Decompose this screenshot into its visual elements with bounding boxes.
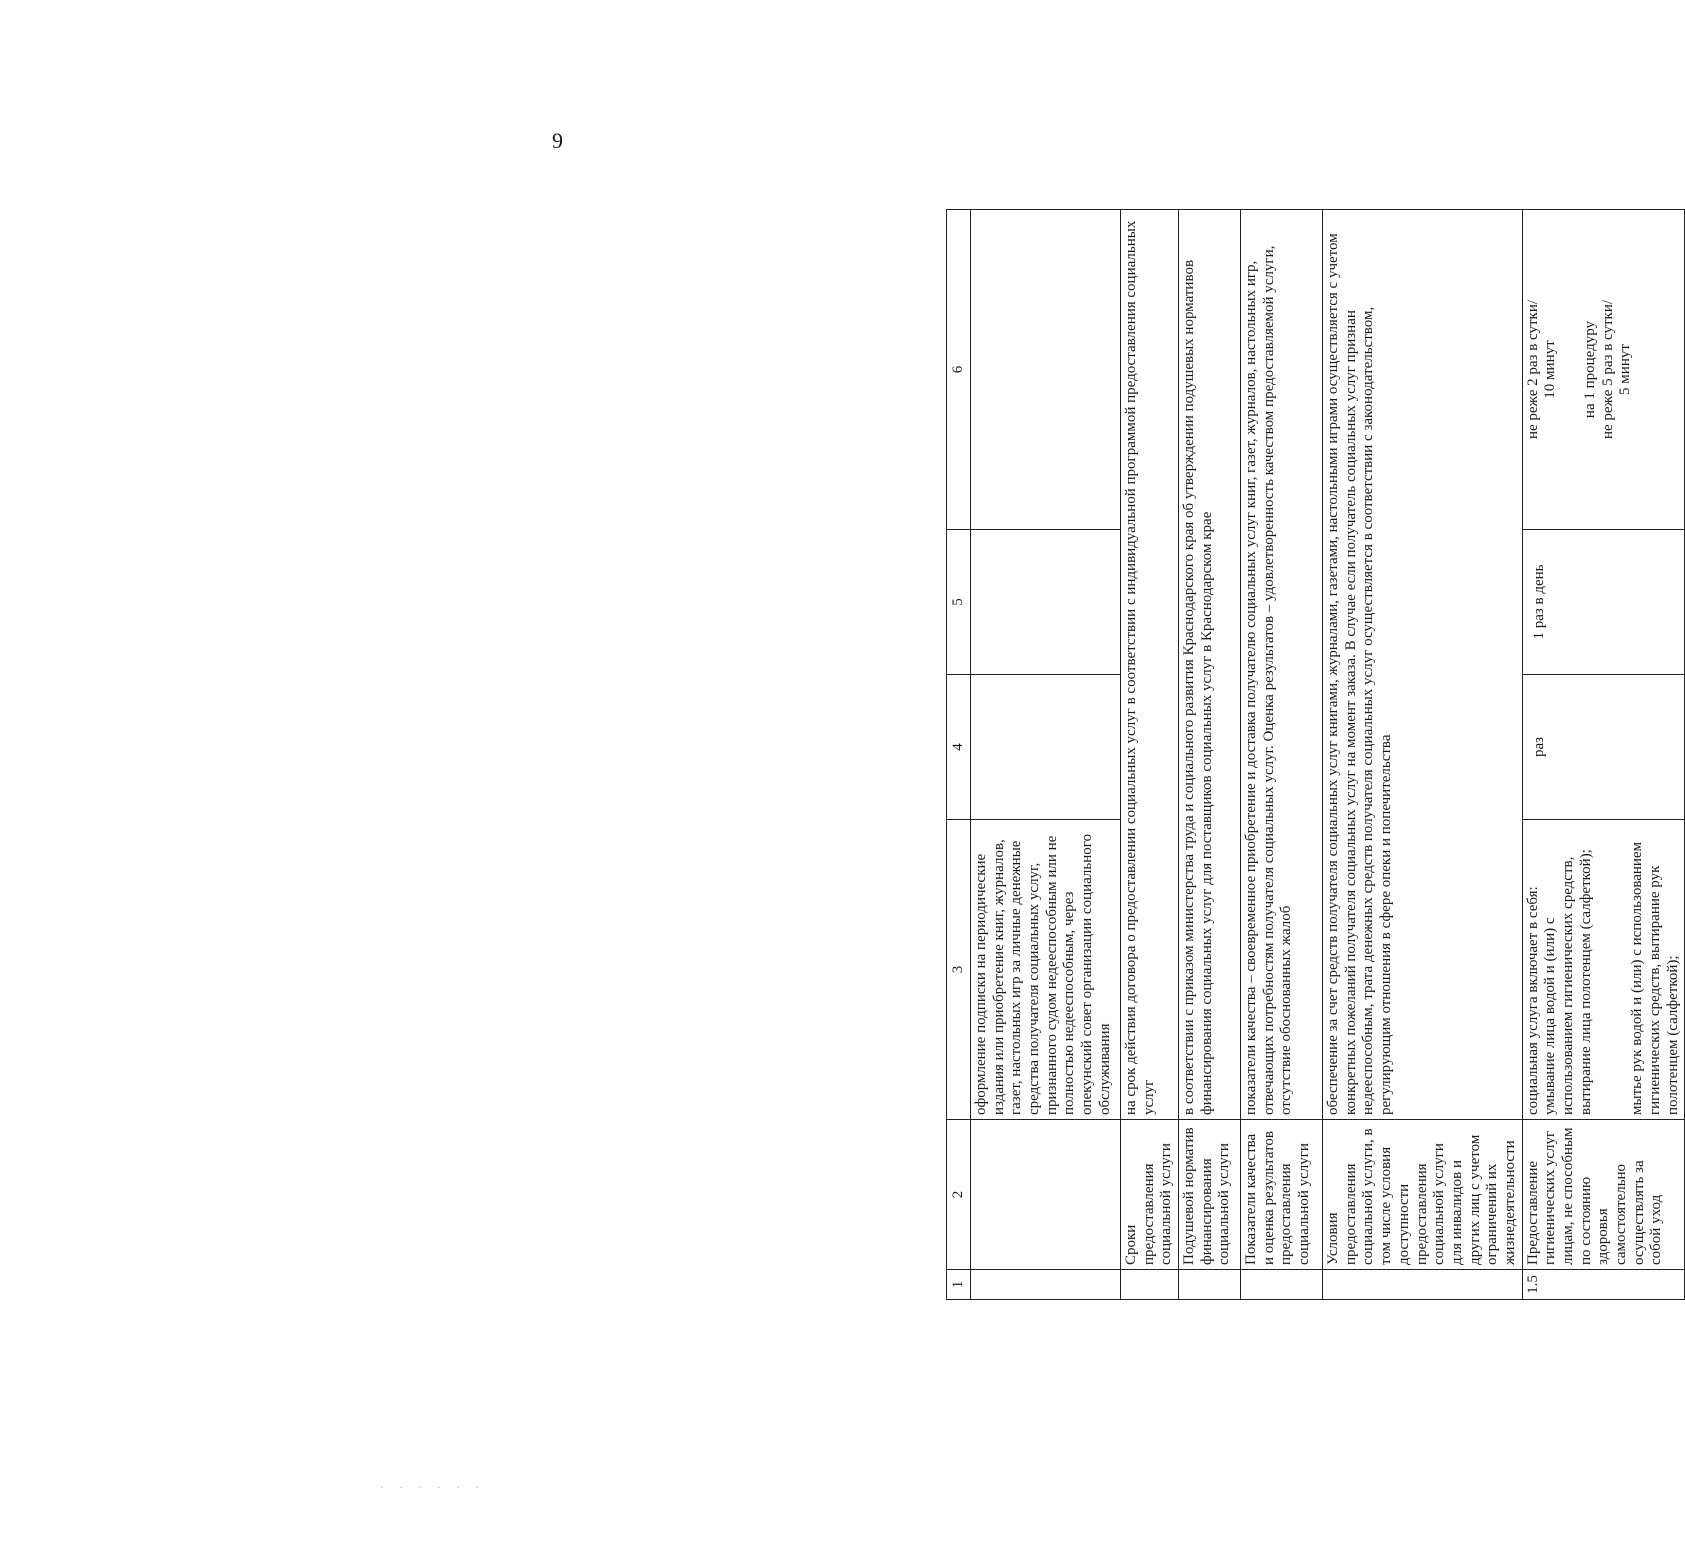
frequency-text: 1 раз в день (1530, 564, 1547, 640)
cell-empty (1323, 1270, 1523, 1300)
hygiene-intro: социальная услуга включает в себя: (1524, 886, 1541, 1115)
scan-artifact-dots: · · · · · · (380, 1480, 485, 1494)
header-col-3: 3 (947, 820, 971, 1120)
cell-empty (971, 1120, 1121, 1270)
cell-empty (1179, 1270, 1241, 1300)
table-header-row (947, 210, 971, 1300)
cell-quality-label: Показатели качества и оценка результатов предоставления социальной услуги (1241, 1120, 1323, 1270)
cell-frequency (1522, 530, 1685, 675)
volume-face-time: 10 минут (1542, 340, 1559, 399)
unit-text: раз (1530, 736, 1547, 758)
table-row-normative (1179, 210, 1241, 1300)
cell-subscription-text: оформление подписки на периодические издания или приобретение книг, журналов, газет, настольных игр за личные денежные средства получателя социальных услуг, признанного судом недееспособным или не полностью недееспособным, через опекунский совет организации социального обслуживания (971, 820, 1121, 1120)
header-col-5: 5 (947, 530, 971, 675)
cell-normative-label: Подушевой норматив финансирования социальной услуги (1179, 1120, 1241, 1270)
table-row-quality (1241, 210, 1323, 1300)
cell-unit (1522, 675, 1685, 820)
volume-hand-freq: не реже 5 раз в сутки/ (1599, 299, 1616, 440)
rotated-table-wrapper (946, 210, 1681, 1300)
header-col-2: 2 (947, 1120, 971, 1270)
cell-terms-text: на срок действия договора о предоставлении социальных услуг в соответствии с индивидуальной программой предоставления социальных услуг (1121, 210, 1179, 1120)
hygiene-hand-wash: мытье рук водой и (или) с использованием гигиенических средств, вытирание рук полотенцем (салфеткой); (1629, 841, 1681, 1115)
cell-volume (1522, 210, 1685, 530)
cell-terms-label: Сроки предоставления социальной услуги (1121, 1120, 1179, 1270)
table-row-conditions (1323, 210, 1523, 1300)
table-row-1-5 (1522, 210, 1685, 1300)
cell-empty (971, 210, 1121, 530)
cell-empty (1121, 1270, 1179, 1300)
cell-empty (1241, 1270, 1323, 1300)
volume-hand-time: 5 минут (1617, 344, 1634, 395)
services-table (946, 209, 1685, 1300)
volume-face-freq: не реже 2 раз в сутки/ (1524, 299, 1541, 440)
cell-quality-text: показатели качества – своевременное приобретение и доставка получателю социальных услуг книг, газет, журналов, настольных игр, отвечающих потребностям получателя социальных услуг. Оценка результатов – удовлетворенность качеством предоставляемой услуги, отсутствие обоснованных жалоб (1241, 210, 1323, 1120)
cell-empty (971, 675, 1121, 820)
cell-normative-text: в соответствии с приказом министерства труда и социального развития Краснодарского края об утверждении подушевых нормативов финансирования социальных услуг для поставщиков социальных услуг в Краснодарском крае (1179, 210, 1241, 1120)
cell-empty (971, 1270, 1121, 1300)
cell-empty (971, 530, 1121, 675)
page-number: 9 (552, 128, 563, 153)
table-row-terms (1121, 210, 1179, 1300)
header-col-4: 4 (947, 675, 971, 820)
volume-per-procedure: на 1 процедуру (1582, 320, 1598, 419)
table-row-continuation (971, 210, 1121, 1300)
cell-conditions-text: обеспечение за счет средств получателя социальных услуг книгами, журналами, газетами, настольными играми осуществляется с учетом конкретных пожеланий получателя социальных услуг на момент заказа. В случае если получатель социальных услуг признан недееспособным, трата денежных средств получателя социальных услуг осуществляется в соответствии с законодательством, регулирующим отношения в сфере опеки и попечительства (1323, 210, 1523, 1120)
cell-item-number: 1.5 (1522, 1270, 1685, 1300)
cell-hygiene-label: Предоставление гигиенических услуг лицам, не способным по состоянию здоровья самостоятельно осуществлять за собой уход (1522, 1120, 1685, 1270)
cell-conditions-label: Условия предоставления социальной услуги, в том числе условия доступности предоставления социальной услуги для инвалидов и других лиц с учетом ограничений их жизнедеятельности (1323, 1120, 1523, 1270)
hygiene-face-wash: умывание лица водой и (или) с использованием гигиенических средств, вытирание лица полотенцем (салфеткой); (1542, 849, 1594, 1115)
header-col-6: 6 (947, 210, 971, 530)
cell-hygiene-content (1522, 820, 1685, 1120)
header-col-1: 1 (947, 1270, 971, 1300)
